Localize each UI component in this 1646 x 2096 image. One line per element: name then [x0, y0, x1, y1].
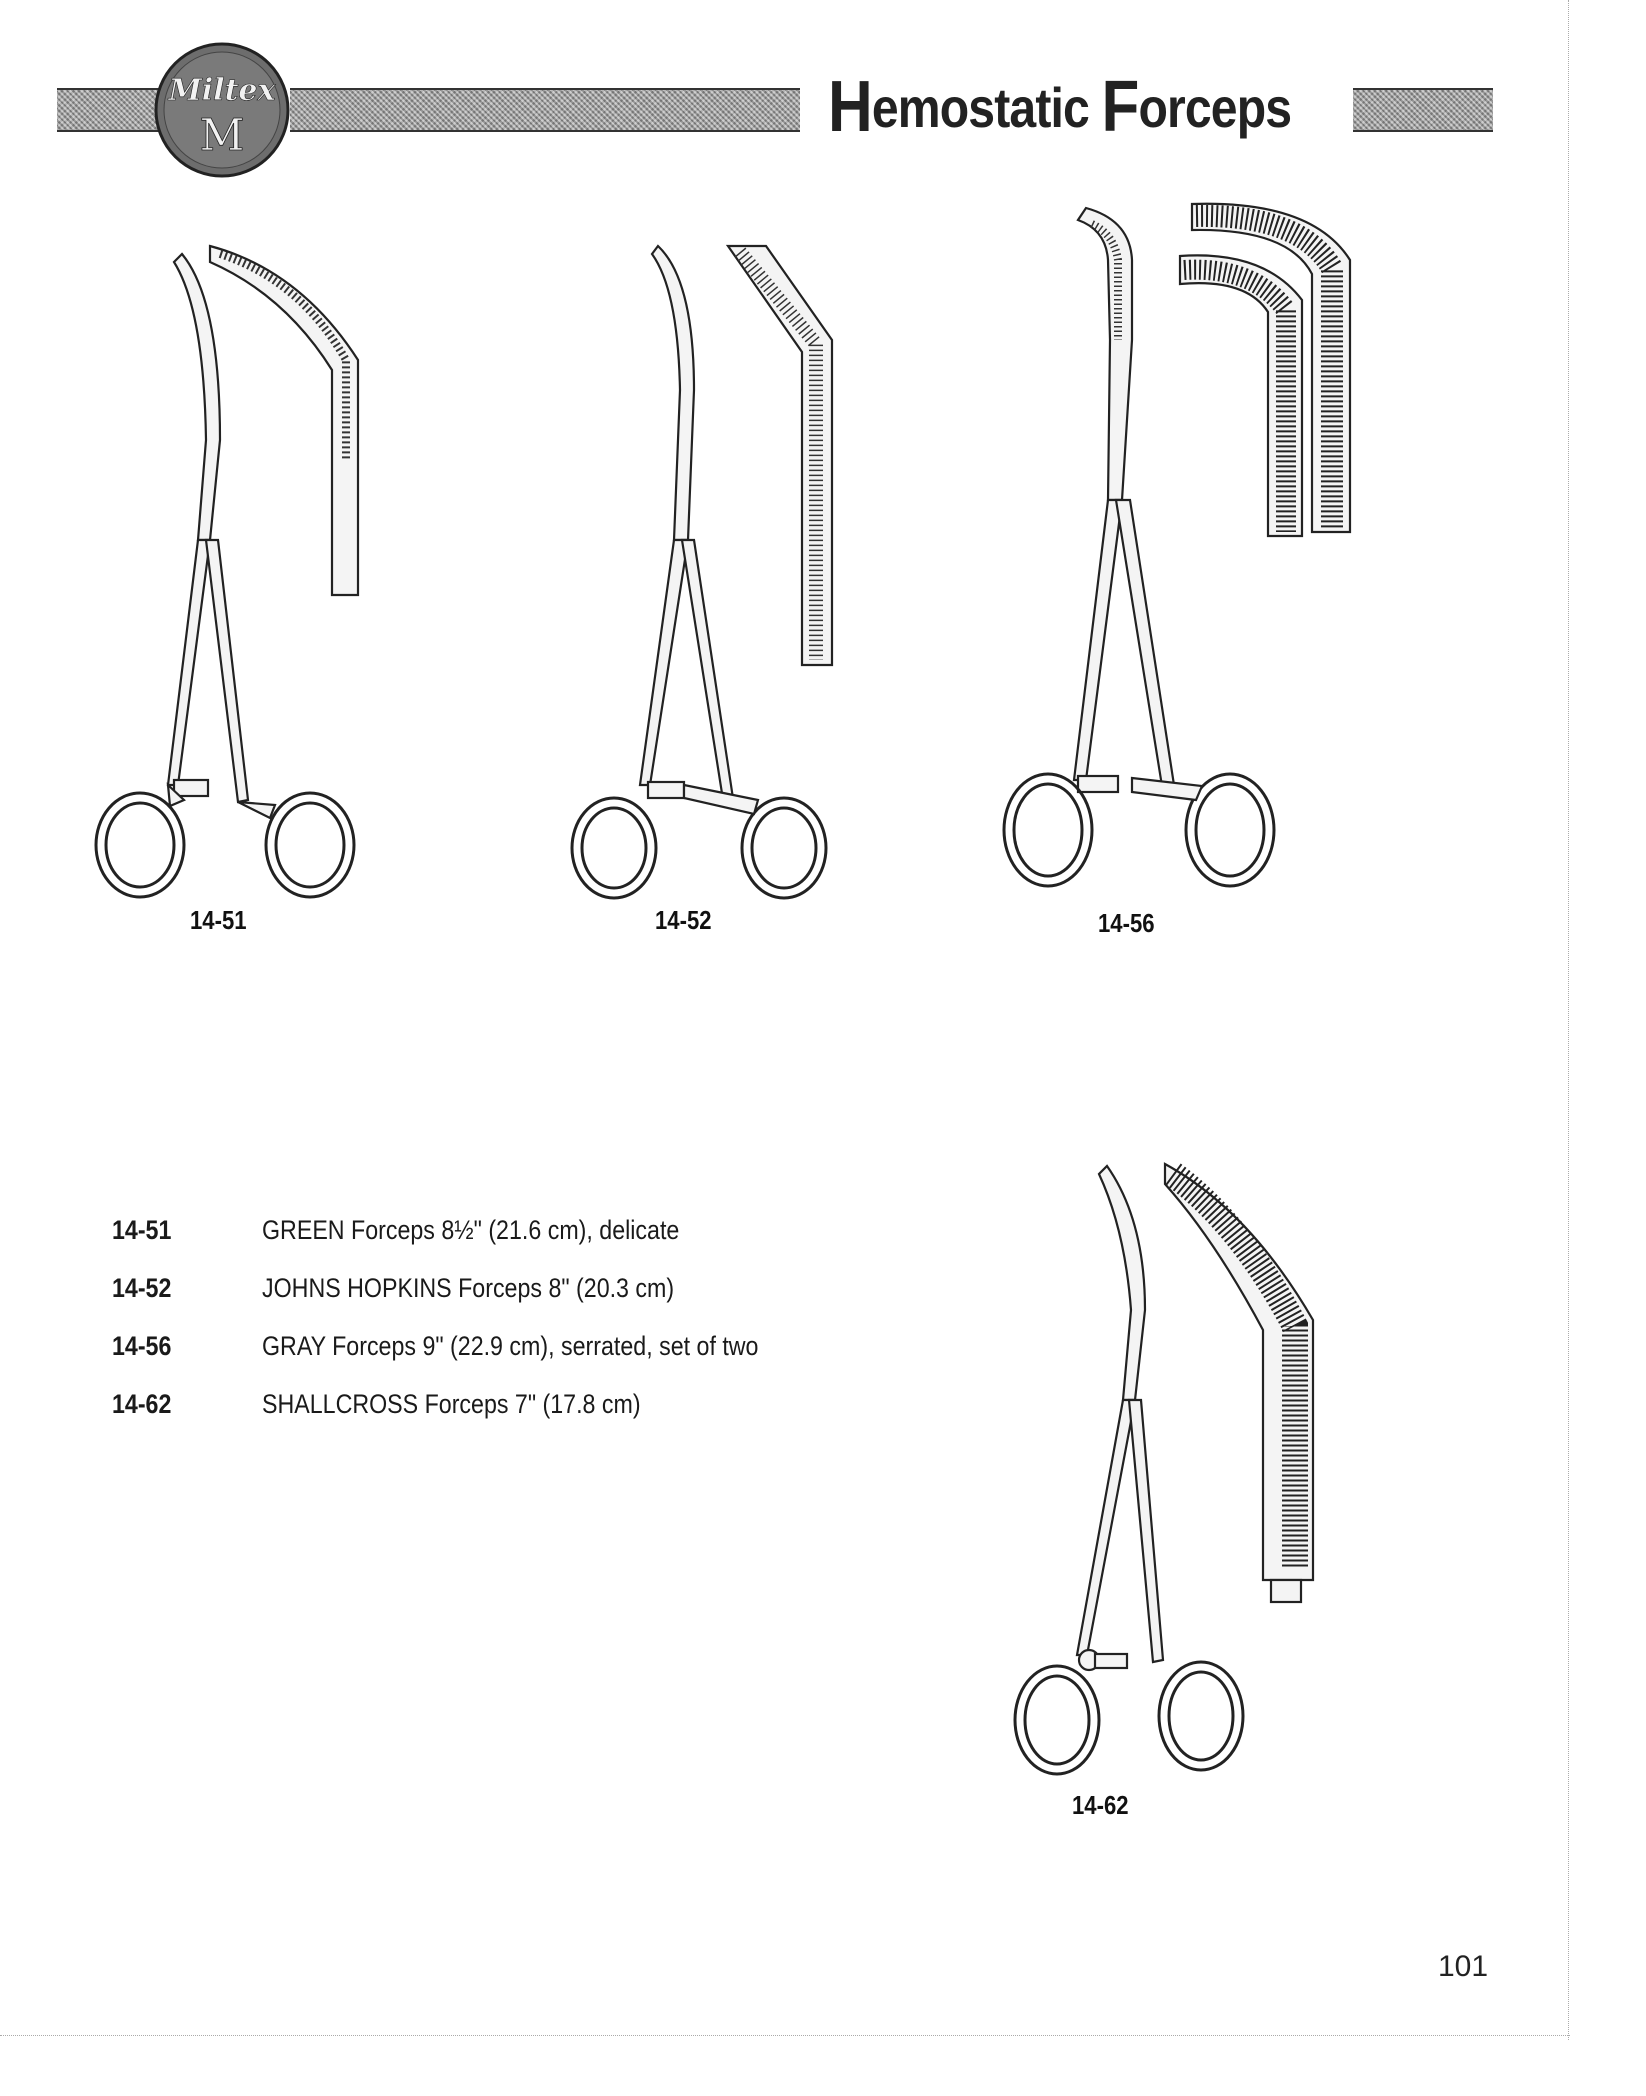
catalog-number: 14-52 — [112, 1273, 172, 1303]
logo-text-bottom: M — [199, 110, 245, 161]
catalog-item — [112, 1389, 872, 1447]
figure-label: 14-51 — [190, 905, 247, 935]
figure-label: 14-56 — [1098, 908, 1155, 938]
header-band — [290, 88, 800, 132]
miltex-logo — [152, 40, 292, 180]
header-band — [1353, 88, 1493, 132]
logo-text-top: Miltex — [168, 73, 276, 108]
catalog-description: JOHNS HOPKINS Forceps 8" (20.3 cm) — [262, 1273, 675, 1303]
figure-label: 14-62 — [1072, 1790, 1129, 1820]
figure-label: 14-52 — [655, 905, 712, 935]
title-initial: H — [828, 67, 872, 147]
catalog-list — [112, 1215, 872, 1447]
catalog-item — [112, 1215, 872, 1273]
catalog-number: 14-56 — [112, 1331, 172, 1361]
catalog-number: 14-62 — [112, 1389, 172, 1419]
forceps-illustration-14-56 — [982, 200, 1502, 900]
catalog-item — [112, 1331, 872, 1389]
catalog-description: GRAY Forceps 9" (22.9 cm), serrated, set of two — [262, 1331, 759, 1361]
forceps-illustration-14-51 — [70, 240, 410, 900]
catalog-description: GREEN Forceps 8½" (21.6 cm), delicate — [262, 1215, 680, 1245]
catalog-item — [112, 1273, 872, 1331]
title-text: emostatic — [871, 76, 1102, 139]
title-initial: F — [1101, 67, 1139, 147]
catalog-number: 14-51 — [112, 1215, 172, 1245]
catalog-description: SHALLCROSS Forceps 7" (17.8 cm) — [262, 1389, 641, 1419]
page-edge — [0, 2035, 1570, 2036]
forceps-illustration-14-62 — [995, 1160, 1335, 1780]
page-number: 101 — [1438, 1950, 1489, 1983]
forceps-illustration-14-52 — [548, 240, 848, 900]
page-edge — [1568, 0, 1569, 2040]
title-text: orceps — [1138, 76, 1292, 139]
page-title — [828, 66, 1291, 148]
